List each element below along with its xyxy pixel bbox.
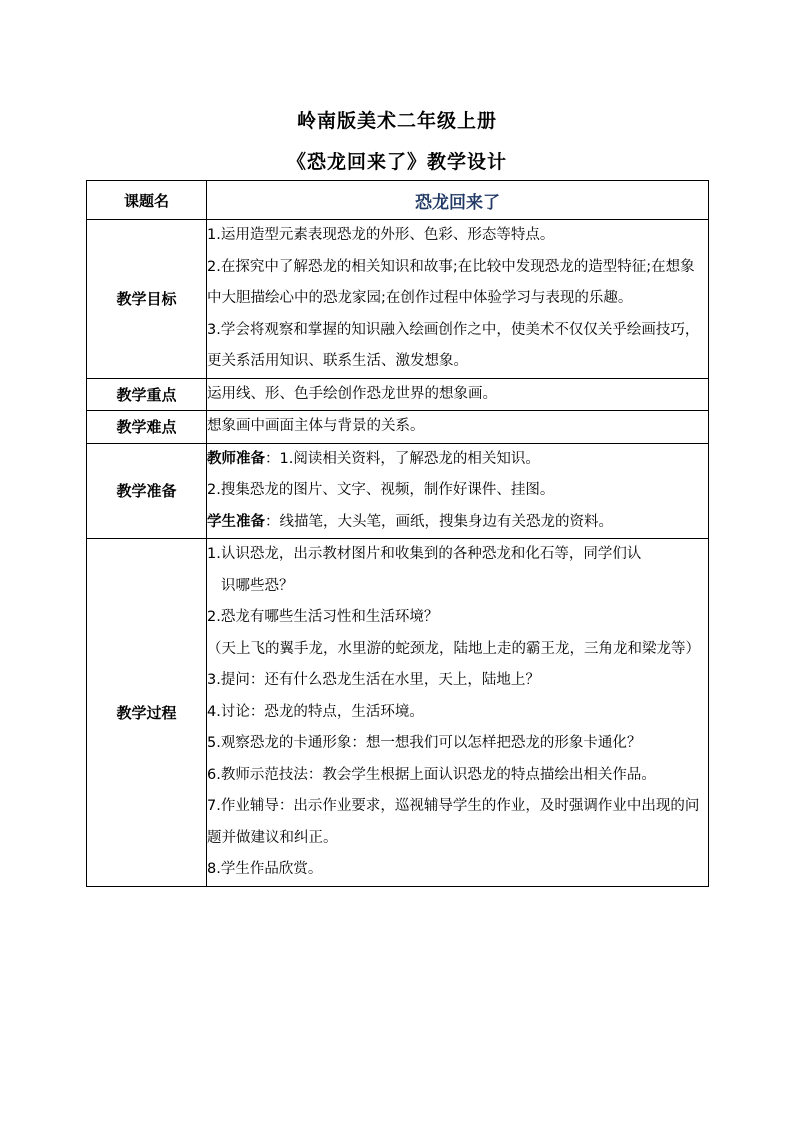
key-points-label: 教学重点 bbox=[87, 378, 207, 411]
process-step-continuation: 识哪些恐？ bbox=[221, 577, 294, 594]
process-label: 教学过程 bbox=[87, 539, 207, 887]
lesson-plan-table bbox=[86, 180, 709, 887]
student-preparation-text: ：线描笔，大头笔，画纸，搜集身边有关恐龙的资料。 bbox=[265, 513, 613, 530]
process-step: 8.学生作品欣赏。 bbox=[207, 861, 323, 877]
objective-item: 3.学会将观察和掌握的知识融入绘画创作之中，使美术不仅仅关乎绘画技巧，更关系活用知识、联系生活、激发想象。 bbox=[207, 321, 700, 369]
objectives-label: 教学目标 bbox=[87, 220, 207, 379]
preparation-label: 教学准备 bbox=[87, 443, 207, 539]
topic-label: 课题名 bbox=[87, 181, 207, 220]
student-preparation-label: 学生准备 bbox=[207, 513, 265, 530]
key-points-content: 运用线、形、色手绘创作恐龙世界的想象画。 bbox=[207, 378, 709, 411]
process-step: 2.恐龙有哪些生活习性和生活环境？ bbox=[207, 609, 439, 625]
process-step-note: （天上飞的翼手龙，水里游的蛇颈龙，陆地上走的霸王龙，三角龙和梁龙等） bbox=[207, 640, 700, 657]
objective-item: 2.在探究中了解恐龙的相关知识和故事;在比较中发现恐龙的造型特征;在想象中大胆描绘心中的恐龙家园;在创作过程中体验学习与表现的乐趣。 bbox=[207, 258, 695, 306]
table-row-topic bbox=[87, 181, 709, 220]
student-preparation bbox=[207, 507, 708, 539]
topic-value: 恐龙回来了 bbox=[207, 181, 709, 220]
document-subtitle: 《恐龙回来了》教学设计 bbox=[286, 151, 507, 173]
objective-item: 1.运用造型元素表现恐龙的外形、色彩、形态等特点。 bbox=[207, 227, 555, 243]
process-step: 1.认识恐龙，出示教材图片和收集到的各种恐龙和化石等，同学们认 bbox=[207, 546, 642, 562]
objectives-content bbox=[207, 220, 709, 379]
document-title: 岭南版美术二年级上册 bbox=[296, 110, 497, 132]
difficulties-label: 教学难点 bbox=[87, 411, 207, 444]
table-row-key-points bbox=[87, 378, 709, 411]
teacher-preparation bbox=[207, 444, 708, 476]
process-step: 5.观察恐龙的卡通形象：想一想我们可以怎样把恐龙的形象卡通化？ bbox=[207, 735, 642, 751]
table-row-preparation bbox=[87, 443, 709, 539]
teacher-preparation-line2: 2.搜集恐龙的图片、文字、视频，制作好课件、挂图。 bbox=[207, 482, 555, 498]
process-step: 7.作业辅导：出示作业要求，巡视辅导学生的作业，及时强调作业中出现的问题并做建议和纠正。 bbox=[207, 798, 700, 846]
table-row-process bbox=[87, 539, 709, 887]
table-row-objectives bbox=[87, 220, 709, 379]
teacher-preparation-text: ：1.阅读相关资料，了解恐龙的相关知识。 bbox=[265, 450, 540, 467]
process-content bbox=[207, 539, 709, 887]
preparation-content bbox=[207, 443, 709, 539]
teacher-preparation-label: 教师准备 bbox=[207, 450, 265, 467]
table-row-difficulties bbox=[87, 411, 709, 444]
process-step: 6.教师示范技法：教会学生根据上面认识恐龙的特点描绘出相关作品。 bbox=[207, 766, 656, 783]
process-step: 3.提问：还有什么恐龙生活在水里，天上，陆地上？ bbox=[207, 672, 540, 688]
difficulties-content: 想象画中画面主体与背景的关系。 bbox=[207, 411, 709, 444]
process-step: 4.讨论：恐龙的特点，生活环境。 bbox=[207, 703, 424, 720]
